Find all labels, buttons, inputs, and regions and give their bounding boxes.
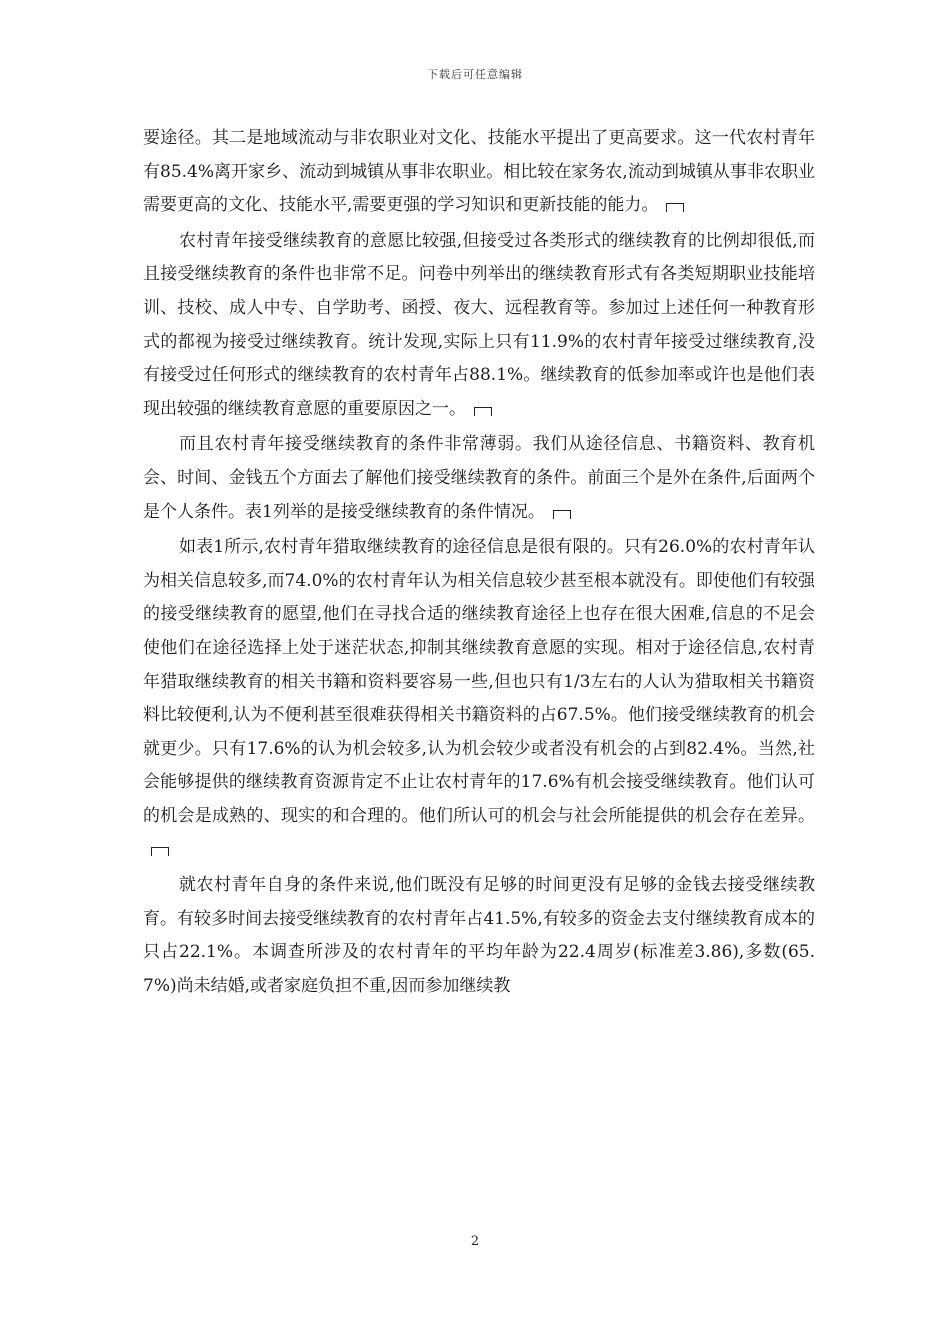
paragraph-4-text: 如表1所示,农村青年猎取继续教育的途径信息是很有限的。只有26.0%的农村青年认为相关信息较多,而74.0%的农村青年认为相关信息较少甚至根本就没有。即使他们有较强的接受继续教育的愿望,他们在寻找合适的继续教育途径上也存在很大困难,信息的不足会使他们在途径选择上处于迷茫状态,抑制其继续教育意愿的实现。相对于途径信息,农村青年猎取继续教育的相关书籍和资料要容易一些,但也只有1/3左右的人认为猎取相关书籍资料比较便利,认为不便利甚至很难获得相关书籍资料的占67.5%。他们接受继续教育的机会就更少。只有17.6%的认为机会较多,认为机会较少或者没有机会的占到82.4%。当然,社会能够提供的继续教育资源肯定不止让农村青年的17.6%有机会接受继续教育。他们认可的机会是成熟的、现实的和合理的。他们所认可的机会与社会所能提供的机会存在差异。	[143, 537, 815, 826]
paragraph-4	[143, 531, 815, 867]
paragraph-1	[143, 122, 815, 223]
paragraph-3	[143, 428, 815, 529]
paragraph-1-text: 要途径。其二是地域流动与非农职业对文化、技能水平提出了更高要求。这一代农村青年有85.4%离开家乡、流动到城镇从事非农职业。相比较在家务农,流动到城镇从事非农职业需要更高的文化、技能水平,需要更强的学习知识和更新技能的能力。	[143, 128, 815, 216]
paragraph-5-text: 就农村青年自身的条件来说,他们既没有足够的时间更没有足够的金钱去接受继续教育。有较多时间去接受继续教育的农村青年占41.5%,有较多的资金去支付继续教育成本的只占22.1%。本调查所涉及的农村青年的平均年龄为22.4周岁(标准差3.86),多数(65.7%)尚未结婚,或者家庭负担不重,因而参加继续教	[143, 875, 815, 996]
paragraph-3-text: 而且农村青年接受继续教育的条件非常薄弱。我们从途径信息、书籍资料、教育机会、时间、金钱五个方面去了解他们接受继续教育的条件。前面三个是外在条件,后面两个是个人条件。表1列举的是接受继续教育的条件情况。	[143, 434, 815, 522]
paragraph-mark-icon	[474, 407, 492, 416]
paragraph-2	[143, 225, 815, 427]
page-number: 2	[470, 1234, 480, 1249]
document-body	[143, 122, 815, 1005]
paragraph-5	[143, 869, 815, 1003]
paragraph-2-text: 农村青年接受继续教育的意愿比较强,但接受过各类形式的继续教育的比例却很低,而且接受继续教育的条件也非常不足。问卷中列举出的继续教育形式有各类短期职业技能培训、技校、成人中专、自学助考、函授、夜大、远程教育等。参加过上述任何一种教育形式的都视为接受过继续教育。统计发现,实际上只有11.9%的农村青年接受过继续教育,没有接受过任何形式的继续教育的农村青年占88.1%。继续教育的低参加率或许也是他们表现出较强的继续教育意愿的重要原因之一。	[143, 230, 815, 419]
paragraph-mark-icon	[553, 510, 571, 519]
paragraph-mark-icon	[151, 847, 169, 856]
page-header: 下载后可任意编辑	[427, 68, 523, 81]
paragraph-mark-icon	[666, 203, 684, 212]
